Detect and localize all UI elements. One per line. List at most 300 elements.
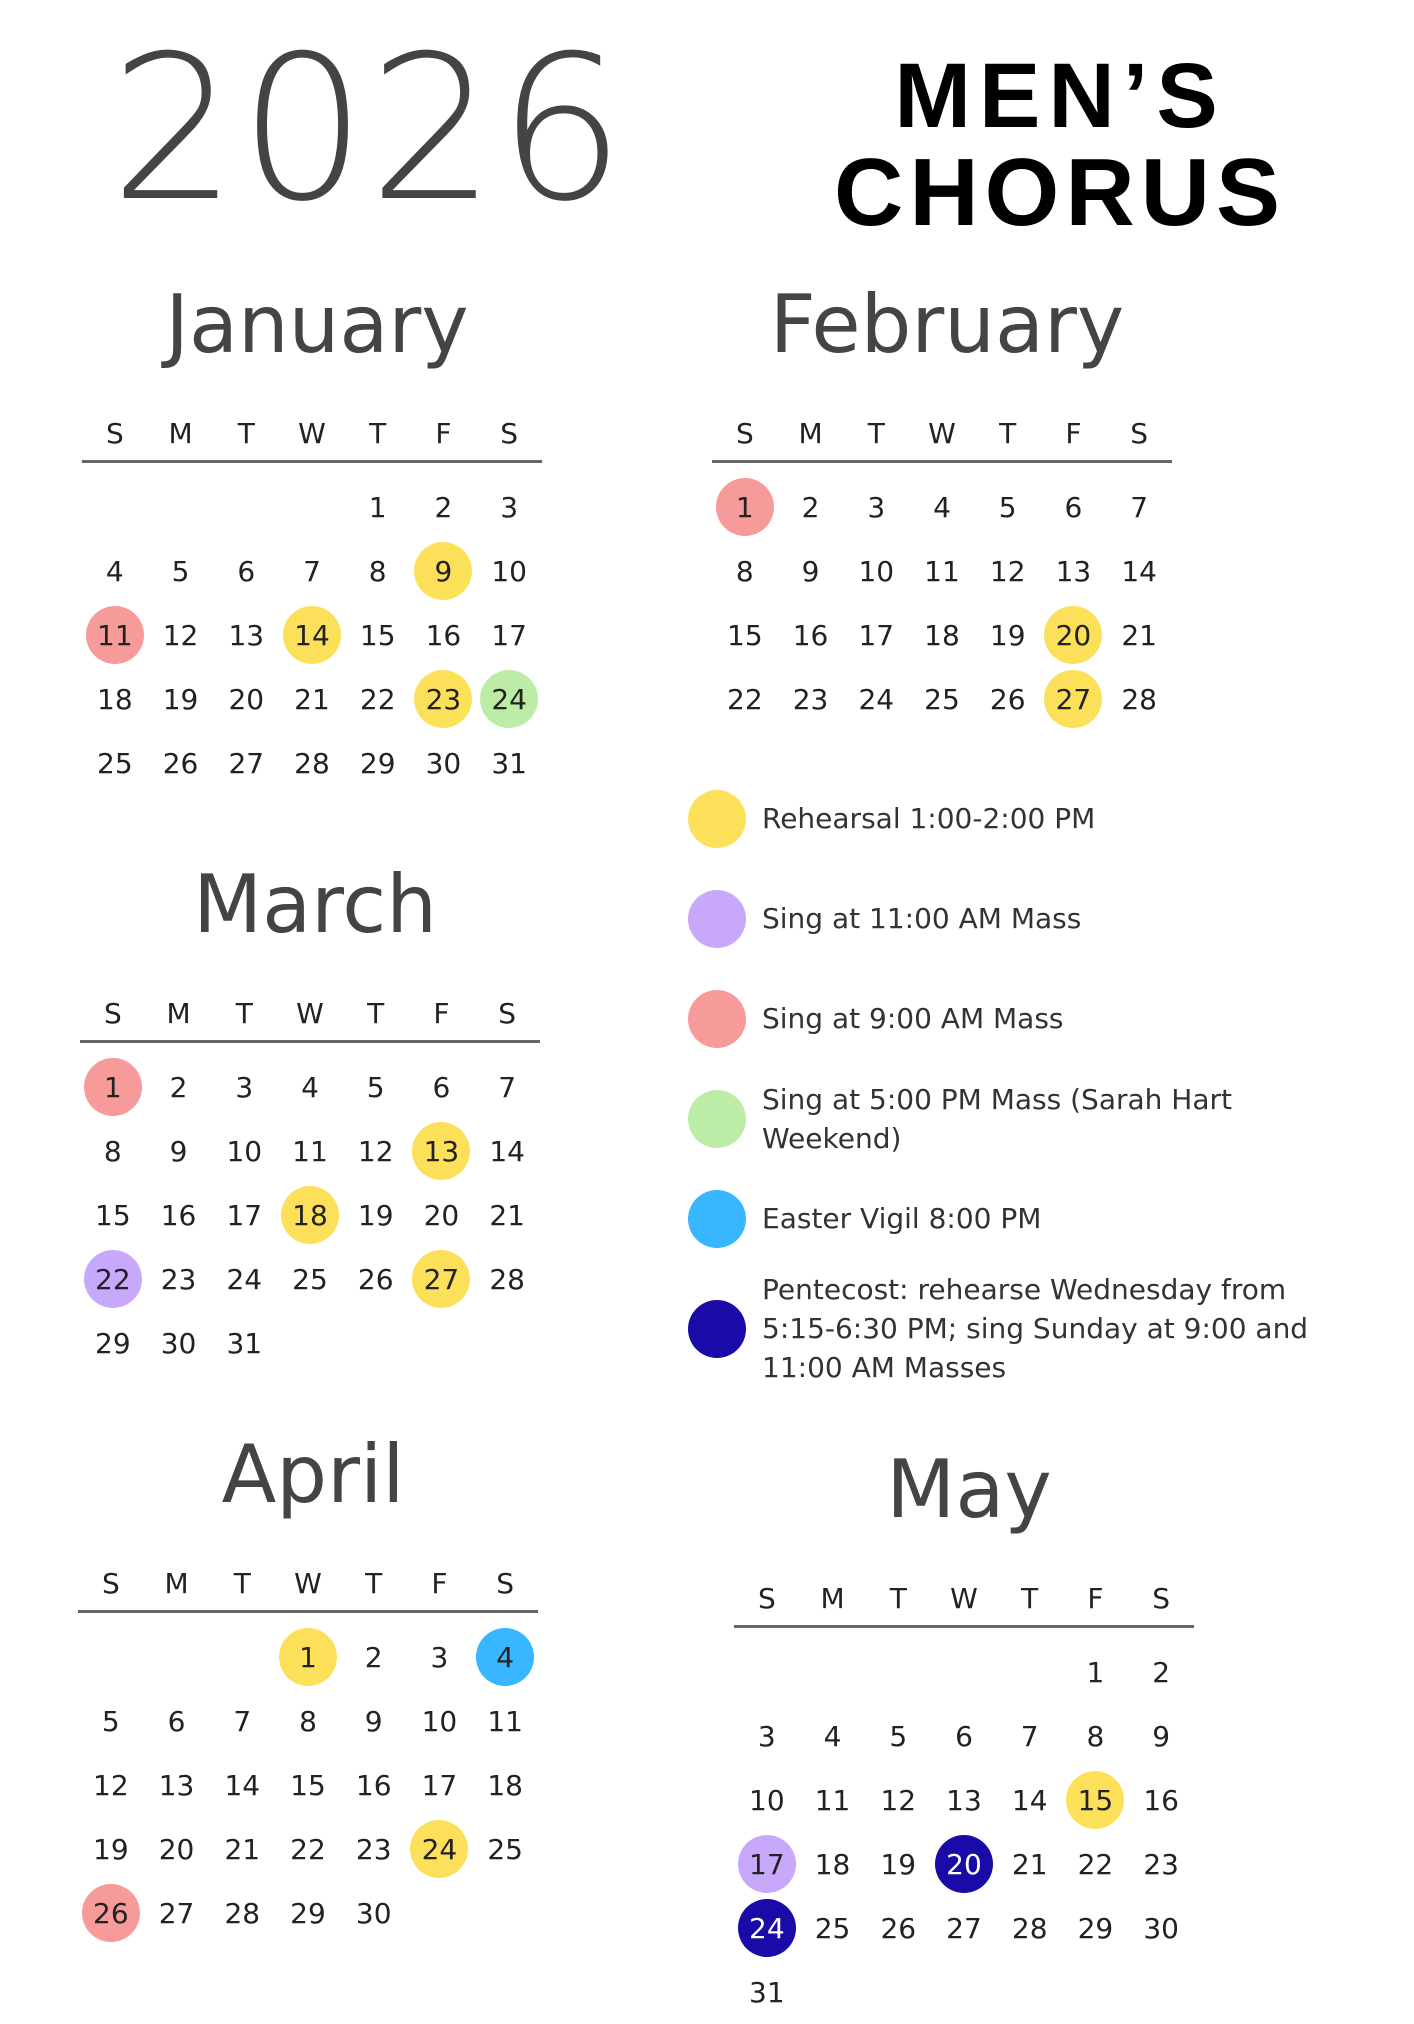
day-number: 29 bbox=[359, 746, 396, 780]
day-grid bbox=[734, 1640, 1194, 2024]
day-cell bbox=[277, 1055, 343, 1119]
day-number: 8 bbox=[735, 554, 754, 588]
day-number: 21 bbox=[489, 1198, 525, 1232]
weekday-label: S bbox=[103, 997, 122, 1030]
day-number: 27 bbox=[412, 1250, 470, 1308]
day-number: 4 bbox=[476, 1628, 534, 1686]
day-number: 25 bbox=[487, 1832, 523, 1866]
day-cell bbox=[1106, 475, 1172, 539]
weekday-label: S bbox=[496, 1567, 515, 1600]
day-cell bbox=[211, 1247, 277, 1311]
day-number: 4 bbox=[933, 490, 951, 524]
day-number: 15 bbox=[290, 1768, 326, 1802]
day-cell bbox=[144, 1881, 210, 1945]
day-number: 25 bbox=[292, 1262, 328, 1296]
month-name: March bbox=[193, 858, 437, 951]
day-number: 22 bbox=[290, 1832, 326, 1866]
day-cell bbox=[146, 1247, 212, 1311]
weekday-label: W bbox=[294, 1567, 322, 1600]
weekday-header bbox=[82, 417, 542, 463]
day-number: 1 bbox=[279, 1628, 337, 1686]
weekday-header bbox=[78, 1567, 538, 1613]
day-number: 26 bbox=[82, 1884, 140, 1942]
day-number: 14 bbox=[1011, 1783, 1048, 1817]
day-number: 6 bbox=[955, 1719, 973, 1753]
day-number: 27 bbox=[946, 1911, 982, 1945]
month-may bbox=[734, 1443, 1204, 2024]
day-cell bbox=[474, 1247, 540, 1311]
day-number: 5 bbox=[889, 1719, 908, 1753]
day-number: 22 bbox=[1077, 1847, 1114, 1881]
day-cell bbox=[843, 667, 909, 731]
weekday-label: M bbox=[798, 417, 823, 450]
day-number: 8 bbox=[103, 1134, 122, 1168]
weekday-label: S bbox=[498, 997, 517, 1030]
day-cell bbox=[997, 1832, 1063, 1896]
day-number: 7 bbox=[233, 1704, 252, 1738]
day-cell bbox=[865, 1704, 931, 1768]
day-cell bbox=[1128, 1832, 1194, 1896]
day-number: 9 bbox=[169, 1134, 188, 1168]
day-number: 26 bbox=[357, 1262, 394, 1296]
day-number: 18 bbox=[924, 618, 960, 652]
day-cell bbox=[213, 667, 279, 731]
day-cell-marked bbox=[1041, 667, 1107, 731]
day-number: 13 bbox=[228, 618, 265, 652]
weekday-label: T bbox=[237, 417, 255, 450]
month-april bbox=[78, 1428, 548, 1945]
day-cell bbox=[211, 1119, 277, 1183]
weekday-label: T bbox=[999, 417, 1017, 450]
weekday-label: T bbox=[867, 417, 885, 450]
day-number: 10 bbox=[226, 1134, 263, 1168]
empty-day bbox=[800, 1640, 866, 1704]
day-cell bbox=[472, 1753, 538, 1817]
day-number: 17 bbox=[858, 618, 895, 652]
legend-label: Easter Vigil 8:00 PM bbox=[762, 1202, 1042, 1236]
title-line-1: MEN’S bbox=[894, 45, 1226, 147]
day-cell bbox=[734, 1960, 800, 2024]
empty-day bbox=[734, 1640, 800, 1704]
month-name: February bbox=[769, 278, 1125, 371]
day-number: 9 bbox=[414, 542, 472, 600]
day-number: 26 bbox=[989, 682, 1026, 716]
day-cell-marked bbox=[1063, 1768, 1129, 1832]
day-number: 4 bbox=[301, 1070, 319, 1104]
day-cell bbox=[1063, 1704, 1129, 1768]
day-cell bbox=[146, 1183, 212, 1247]
weekday-label: F bbox=[1065, 417, 1082, 450]
day-number: 22 bbox=[727, 682, 763, 716]
day-grid bbox=[82, 475, 542, 795]
weekday-label: S bbox=[735, 417, 754, 450]
day-cell bbox=[341, 1753, 407, 1817]
day-number: 30 bbox=[160, 1326, 197, 1360]
day-cell-marked bbox=[931, 1832, 997, 1896]
legend-item-rehearsal bbox=[688, 790, 1322, 848]
day-cell bbox=[343, 1247, 409, 1311]
empty-day bbox=[78, 1625, 144, 1689]
day-cell bbox=[997, 1896, 1063, 1960]
weekday-label: M bbox=[166, 997, 191, 1030]
day-number: 20 bbox=[1044, 606, 1102, 664]
day-cell bbox=[474, 1183, 540, 1247]
day-cell bbox=[343, 1183, 409, 1247]
day-number: 13 bbox=[946, 1783, 982, 1817]
day-number: 25 bbox=[814, 1911, 851, 1945]
day-cell bbox=[345, 539, 411, 603]
legend-item-pentecost bbox=[688, 1270, 1322, 1388]
day-cell bbox=[1041, 475, 1107, 539]
day-number: 16 bbox=[425, 618, 462, 652]
day-cell bbox=[213, 603, 279, 667]
day-number: 30 bbox=[425, 746, 462, 780]
day-cell bbox=[843, 539, 909, 603]
day-number: 2 bbox=[1152, 1655, 1171, 1689]
day-number: 27 bbox=[1044, 670, 1102, 728]
day-number: 31 bbox=[226, 1326, 263, 1360]
legend-color-dot bbox=[688, 990, 746, 1048]
day-number: 19 bbox=[989, 618, 1026, 652]
legend-color-dot bbox=[688, 1190, 746, 1248]
day-cell-marked bbox=[409, 1247, 475, 1311]
day-number: 14 bbox=[283, 606, 341, 664]
weekday-label: M bbox=[820, 1582, 845, 1615]
day-number: 9 bbox=[364, 1704, 383, 1738]
day-cell bbox=[279, 539, 345, 603]
legend-color-dot bbox=[688, 1300, 746, 1358]
day-number: 18 bbox=[814, 1847, 851, 1881]
day-number: 5 bbox=[101, 1704, 120, 1738]
day-cell bbox=[341, 1881, 407, 1945]
day-number: 15 bbox=[1066, 1771, 1124, 1829]
weekday-label: F bbox=[433, 997, 450, 1030]
day-cell bbox=[909, 667, 975, 731]
legend-label: Pentecost: rehearse Wednesday from 5:15-6:30 PM; sing Sunday at 9:00 and 11:00 AM Masses bbox=[762, 1273, 1309, 1385]
day-cell bbox=[472, 1817, 538, 1881]
day-cell bbox=[211, 1183, 277, 1247]
day-number: 2 bbox=[801, 490, 820, 524]
day-number: 24 bbox=[480, 670, 538, 728]
day-number: 15 bbox=[727, 618, 763, 652]
day-cell bbox=[213, 731, 279, 795]
day-cell bbox=[472, 1689, 538, 1753]
day-number: 23 bbox=[792, 682, 829, 716]
day-cell bbox=[734, 1768, 800, 1832]
day-number: 15 bbox=[95, 1198, 131, 1232]
legend-color-dot bbox=[688, 890, 746, 948]
day-cell bbox=[345, 731, 411, 795]
day-cell bbox=[411, 475, 477, 539]
day-cell-marked bbox=[409, 1119, 475, 1183]
day-cell bbox=[909, 475, 975, 539]
legend-label: Rehearsal 1:00-2:00 PM bbox=[762, 802, 1096, 836]
day-number: 8 bbox=[368, 554, 387, 588]
day-cell-marked bbox=[476, 667, 542, 731]
day-cell bbox=[343, 1119, 409, 1183]
day-cell bbox=[144, 1689, 210, 1753]
day-cell-marked bbox=[80, 1055, 146, 1119]
weekday-label: S bbox=[105, 417, 124, 450]
day-number: 4 bbox=[823, 1719, 842, 1753]
day-cell bbox=[712, 603, 778, 667]
day-number: 22 bbox=[359, 682, 396, 716]
day-number: 17 bbox=[738, 1835, 796, 1893]
day-number: 19 bbox=[162, 682, 199, 716]
day-number: 6 bbox=[237, 554, 256, 588]
day-cell-marked bbox=[277, 1183, 343, 1247]
day-number: 28 bbox=[294, 746, 330, 780]
day-number: 14 bbox=[489, 1134, 525, 1168]
day-cell bbox=[209, 1881, 275, 1945]
day-cell-marked bbox=[407, 1817, 473, 1881]
day-cell bbox=[1063, 1832, 1129, 1896]
day-number: 19 bbox=[880, 1847, 917, 1881]
day-number: 18 bbox=[97, 682, 133, 716]
day-cell bbox=[341, 1689, 407, 1753]
day-cell-marked bbox=[82, 603, 148, 667]
day-cell bbox=[78, 1689, 144, 1753]
day-cell bbox=[1063, 1896, 1129, 1960]
day-number: 7 bbox=[1130, 490, 1149, 524]
day-number: 17 bbox=[491, 618, 527, 652]
day-cell bbox=[209, 1817, 275, 1881]
month-name: January bbox=[165, 278, 469, 371]
weekday-label: S bbox=[101, 1567, 120, 1600]
day-number: 14 bbox=[224, 1768, 261, 1802]
day-number: 6 bbox=[432, 1070, 451, 1104]
day-cell bbox=[778, 475, 844, 539]
legend-color-dot bbox=[688, 790, 746, 848]
day-cell bbox=[148, 539, 214, 603]
day-cell bbox=[146, 1119, 212, 1183]
weekday-label: S bbox=[500, 417, 519, 450]
weekday-label: W bbox=[298, 417, 326, 450]
day-number: 21 bbox=[294, 682, 330, 716]
day-number: 1 bbox=[368, 490, 387, 524]
day-cell bbox=[407, 1625, 473, 1689]
day-cell bbox=[144, 1753, 210, 1817]
empty-day bbox=[279, 475, 345, 539]
day-number: 23 bbox=[355, 1832, 392, 1866]
day-cell bbox=[800, 1704, 866, 1768]
day-cell bbox=[345, 667, 411, 731]
day-number: 23 bbox=[1143, 1847, 1179, 1881]
day-cell-marked bbox=[712, 475, 778, 539]
day-number: 28 bbox=[1011, 1911, 1048, 1945]
weekday-label: F bbox=[1087, 1582, 1104, 1615]
day-number: 24 bbox=[410, 1820, 468, 1878]
weekday-label: W bbox=[950, 1582, 978, 1615]
day-cell bbox=[341, 1625, 407, 1689]
month-march bbox=[80, 858, 550, 1375]
day-number: 19 bbox=[357, 1198, 394, 1232]
day-cell bbox=[1128, 1896, 1194, 1960]
day-cell bbox=[975, 539, 1041, 603]
empty-day bbox=[931, 1640, 997, 1704]
day-cell bbox=[1106, 667, 1172, 731]
legend-color-dot bbox=[688, 1090, 746, 1148]
day-number: 8 bbox=[1086, 1719, 1105, 1753]
day-cell-marked bbox=[275, 1625, 341, 1689]
day-cell bbox=[80, 1311, 146, 1375]
day-cell bbox=[211, 1055, 277, 1119]
legend-item-mass-9am bbox=[688, 990, 1322, 1048]
day-cell bbox=[409, 1055, 475, 1119]
day-number: 28 bbox=[224, 1896, 261, 1930]
day-cell bbox=[1063, 1640, 1129, 1704]
day-number: 6 bbox=[1064, 490, 1083, 524]
day-cell bbox=[407, 1753, 473, 1817]
day-cell bbox=[843, 475, 909, 539]
day-number: 16 bbox=[160, 1198, 197, 1232]
day-cell bbox=[909, 603, 975, 667]
day-cell bbox=[407, 1689, 473, 1753]
day-number: 22 bbox=[84, 1250, 142, 1308]
day-number: 19 bbox=[93, 1832, 129, 1866]
day-number: 12 bbox=[93, 1768, 129, 1802]
day-grid bbox=[80, 1055, 540, 1375]
day-number: 12 bbox=[162, 618, 199, 652]
day-number: 30 bbox=[355, 1896, 392, 1930]
day-number: 12 bbox=[357, 1134, 394, 1168]
day-number: 31 bbox=[491, 746, 527, 780]
day-cell bbox=[411, 731, 477, 795]
day-cell bbox=[275, 1817, 341, 1881]
day-number: 29 bbox=[1077, 1911, 1114, 1945]
day-cell bbox=[975, 475, 1041, 539]
day-number: 17 bbox=[421, 1768, 458, 1802]
day-cell bbox=[1128, 1704, 1194, 1768]
day-cell bbox=[800, 1768, 866, 1832]
day-number: 20 bbox=[423, 1198, 460, 1232]
weekday-label: W bbox=[296, 997, 324, 1030]
day-number: 27 bbox=[228, 746, 265, 780]
day-cell bbox=[931, 1896, 997, 1960]
day-number: 20 bbox=[228, 682, 265, 716]
day-cell bbox=[997, 1704, 1063, 1768]
day-number: 20 bbox=[935, 1835, 993, 1893]
day-number: 12 bbox=[880, 1783, 917, 1817]
weekday-label: S bbox=[757, 1582, 776, 1615]
day-number: 10 bbox=[421, 1704, 458, 1738]
day-grid bbox=[78, 1625, 538, 1945]
day-number: 25 bbox=[97, 746, 133, 780]
title-line-2: CHORUS bbox=[833, 138, 1286, 246]
weekday-label: W bbox=[928, 417, 956, 450]
day-number: 2 bbox=[364, 1640, 383, 1674]
day-cell bbox=[277, 1119, 343, 1183]
empty-day bbox=[82, 475, 148, 539]
weekday-label: M bbox=[164, 1567, 189, 1600]
legend-item-mass-5pm bbox=[688, 1080, 1322, 1158]
day-number: 18 bbox=[281, 1186, 339, 1244]
day-cell bbox=[411, 603, 477, 667]
day-number: 1 bbox=[1086, 1655, 1105, 1689]
day-number: 7 bbox=[498, 1070, 517, 1104]
day-number: 24 bbox=[858, 682, 895, 716]
day-number: 11 bbox=[487, 1704, 523, 1738]
day-number: 24 bbox=[738, 1899, 796, 1957]
day-number: 31 bbox=[749, 1975, 785, 2009]
day-cell bbox=[146, 1311, 212, 1375]
day-cell bbox=[931, 1768, 997, 1832]
weekday-label: T bbox=[233, 1567, 251, 1600]
day-number: 13 bbox=[1055, 554, 1092, 588]
day-cell-marked bbox=[734, 1896, 800, 1960]
weekday-label: S bbox=[1152, 1582, 1171, 1615]
day-cell bbox=[1041, 539, 1107, 603]
weekday-label: T bbox=[889, 1582, 907, 1615]
day-cell bbox=[800, 1896, 866, 1960]
day-number: 27 bbox=[158, 1896, 195, 1930]
day-cell bbox=[997, 1768, 1063, 1832]
day-number: 7 bbox=[303, 554, 321, 588]
day-cell-marked bbox=[734, 1832, 800, 1896]
day-cell bbox=[476, 539, 542, 603]
weekday-label: S bbox=[1130, 417, 1149, 450]
day-number: 5 bbox=[366, 1070, 385, 1104]
day-number: 11 bbox=[86, 606, 144, 664]
day-cell bbox=[734, 1704, 800, 1768]
day-number: 3 bbox=[430, 1640, 449, 1674]
day-number: 4 bbox=[105, 554, 124, 588]
day-number: 3 bbox=[757, 1719, 776, 1753]
day-number: 17 bbox=[226, 1198, 263, 1232]
day-cell bbox=[1128, 1640, 1194, 1704]
day-number: 12 bbox=[989, 554, 1026, 588]
day-cell bbox=[148, 731, 214, 795]
day-cell bbox=[275, 1689, 341, 1753]
day-cell bbox=[148, 603, 214, 667]
day-cell bbox=[409, 1183, 475, 1247]
weekday-label: T bbox=[235, 997, 253, 1030]
day-number: 15 bbox=[359, 618, 396, 652]
day-cell bbox=[279, 731, 345, 795]
day-cell-marked bbox=[411, 667, 477, 731]
day-cell bbox=[279, 667, 345, 731]
day-number: 24 bbox=[226, 1262, 263, 1296]
day-cell bbox=[865, 1768, 931, 1832]
day-cell bbox=[82, 667, 148, 731]
day-number: 3 bbox=[867, 490, 886, 524]
day-number: 16 bbox=[792, 618, 829, 652]
day-number: 8 bbox=[299, 1704, 317, 1738]
weekday-label: T bbox=[1021, 1582, 1039, 1615]
day-cell-marked bbox=[78, 1881, 144, 1945]
day-number: 20 bbox=[158, 1832, 195, 1866]
day-number: 11 bbox=[292, 1134, 328, 1168]
day-cell bbox=[778, 603, 844, 667]
month-january bbox=[82, 278, 552, 795]
day-cell bbox=[345, 603, 411, 667]
day-number: 10 bbox=[858, 554, 895, 588]
day-cell bbox=[275, 1753, 341, 1817]
day-cell bbox=[476, 603, 542, 667]
day-cell-marked bbox=[279, 603, 345, 667]
day-number: 2 bbox=[434, 490, 453, 524]
empty-day bbox=[209, 1625, 275, 1689]
day-number: 14 bbox=[1121, 554, 1157, 588]
day-cell bbox=[209, 1753, 275, 1817]
day-number: 5 bbox=[998, 490, 1017, 524]
day-cell bbox=[82, 731, 148, 795]
day-cell-marked bbox=[411, 539, 477, 603]
day-cell bbox=[931, 1704, 997, 1768]
day-number: 11 bbox=[814, 1783, 851, 1817]
weekday-label: F bbox=[435, 417, 452, 450]
day-cell-marked bbox=[472, 1625, 538, 1689]
